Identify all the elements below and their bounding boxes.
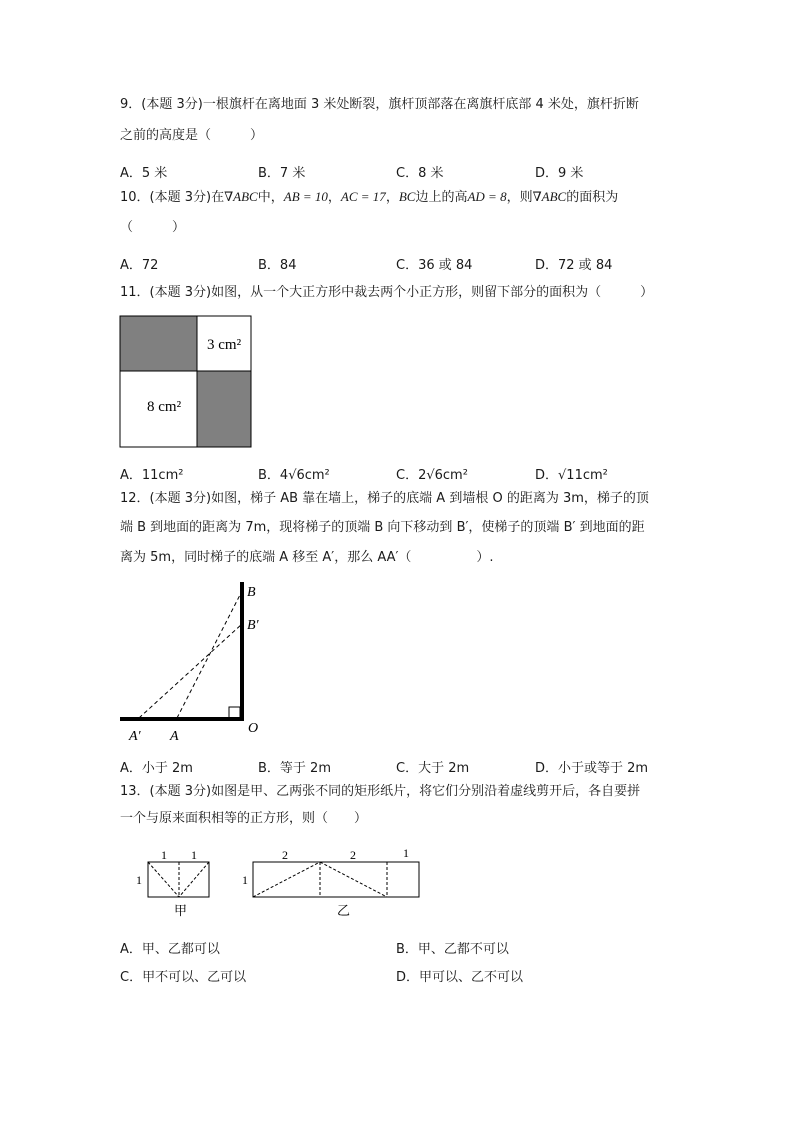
q11-shaded-bottom-right — [197, 371, 251, 447]
q12-option-b: B．等于 2m — [258, 761, 331, 776]
q12-right-angle-mark — [229, 707, 240, 718]
q12-option-a: A．小于 2m — [120, 761, 193, 776]
q11-label-8cm2: 8 cm² — [147, 399, 182, 415]
q12-option-d: D．小于或等于 2m — [535, 761, 649, 776]
q13-option-c: C．甲不可以、乙可以 — [120, 970, 247, 985]
q13-jia-figure — [136, 848, 209, 918]
q10-stem-line2: （ ） — [120, 220, 186, 235]
q10-ac: AC = 17 — [340, 189, 386, 204]
q13-stem-line1: 13．(本题 3分)如图是甲、乙两张不同的矩形纸片，将它们分别沿着虚线剪开后，各自要拼 — [120, 784, 641, 799]
q13-yi-rect — [253, 862, 419, 897]
q13-option-d: D．甲可以、乙不可以 — [396, 970, 524, 985]
q13-jia-name: 甲 — [174, 903, 188, 918]
q13-jia-cut-left — [148, 862, 179, 897]
q12-label-a: A — [170, 729, 179, 744]
q10-option-d: D．72 或 84 — [535, 258, 613, 273]
q10-mid2: 边上的高 — [415, 190, 468, 205]
q9-option-a: A．5 米 — [120, 166, 168, 181]
q11-option-d: D．√11cm² — [535, 468, 608, 483]
q10-triangle-2: ∇ABC — [532, 189, 567, 204]
q12-stem-line2: 端 B 到地面的距离为 7m，现将梯子的顶端 B 向下移动到 B′，使梯子的顶端 B′ 到地面的距 — [120, 520, 645, 535]
q13-yi-top-label-2: 2 — [350, 848, 356, 862]
q10-mid3: ，则 — [506, 190, 533, 205]
q13-jia-cut-right — [179, 862, 209, 897]
q10-suffix: 的面积为 — [566, 190, 619, 205]
q11-option-a: A．11cm² — [120, 468, 184, 483]
q13-yi-side-label: 1 — [242, 873, 248, 887]
q10-sep1: ， — [327, 190, 341, 205]
q9-option-c: C．8 米 — [396, 166, 444, 181]
q13-option-a: A．甲、乙都可以 — [120, 942, 220, 957]
q10-triangle: ∇ABC — [224, 189, 258, 204]
q10-option-c: C．36 或 84 — [396, 258, 473, 273]
q13-yi-top-label-1: 2 — [282, 848, 288, 862]
q12-ladder-a-prime-b-prime — [139, 624, 242, 718]
q11-option-b: B．4√6cm² — [258, 468, 330, 483]
q11-stem: 11．(本题 3分)如图，从一个大正方形中裁去两个小正方形，则留下部分的面积为（ ） — [120, 285, 654, 300]
q12-label-b-prime: B′ — [247, 618, 259, 633]
q10-ab: AB = 10 — [283, 189, 328, 204]
q13-yi-name: 乙 — [337, 903, 351, 918]
q13-paper-figure — [118, 845, 428, 923]
q11-label-3cm2: 3 cm² — [207, 337, 242, 353]
q13-yi-cut-diagonal-1 — [253, 862, 320, 897]
q12-label-b: B — [247, 585, 256, 600]
q12-label-o: O — [248, 721, 259, 736]
q13-jia-side-label: 1 — [136, 873, 142, 887]
q13-jia-top-label-2: 1 — [191, 848, 197, 862]
q13-jia-top-label-1: 1 — [161, 848, 167, 862]
q13-yi-figure — [242, 846, 419, 918]
q10-bc: BC — [398, 189, 416, 204]
q11-option-c: C．2√6cm² — [396, 468, 468, 483]
q12-stem-line1: 12．(本题 3分)如图，梯子 AB 靠在墙上，梯子的底端 A 到墙根 O 的距离为 3m，梯子的顶 — [120, 491, 649, 506]
q12-ladder-figure — [115, 578, 275, 748]
q13-yi-top-label-3: 1 — [403, 846, 409, 860]
q13-stem-line2: 一个与原来面积相等的正方形，则（ ） — [120, 811, 368, 826]
q12-ladder-ab — [177, 591, 242, 718]
q9-option-d: D．9 米 — [535, 166, 584, 181]
q10-stem-line1 — [120, 187, 618, 208]
q9-stem-line1: 9．(本题 3分)一根旗杆在离地面 3 米处断裂，旗杆顶部落在离旗杆底部 4 米处，旗杆折断 — [120, 97, 639, 112]
q10-option-a: A．72 — [120, 258, 159, 273]
q10-mid1: 中， — [257, 190, 284, 205]
q11-square-figure — [119, 315, 253, 449]
q10-prefix: 10．(本题 3分)在 — [120, 190, 225, 205]
q12-option-c: C．大于 2m — [396, 761, 470, 776]
q13-yi-cut-diagonal-2 — [320, 862, 387, 897]
q9-option-b: B．7 米 — [258, 166, 306, 181]
q9-stem-line2: 之前的高度是（ ） — [120, 128, 264, 143]
q13-option-b: B．甲、乙都不可以 — [396, 942, 509, 957]
q11-shaded-top-left — [120, 316, 197, 371]
q12-label-a-prime: A′ — [129, 729, 141, 744]
q12-stem-line3: 离为 5m，同时梯子的底端 A 移至 A′，那么 AA′（ ）. — [120, 550, 494, 565]
q10-ad: AD = 8 — [467, 189, 507, 204]
q10-option-b: B．84 — [258, 258, 297, 273]
q10-sep2: ， — [385, 190, 399, 205]
